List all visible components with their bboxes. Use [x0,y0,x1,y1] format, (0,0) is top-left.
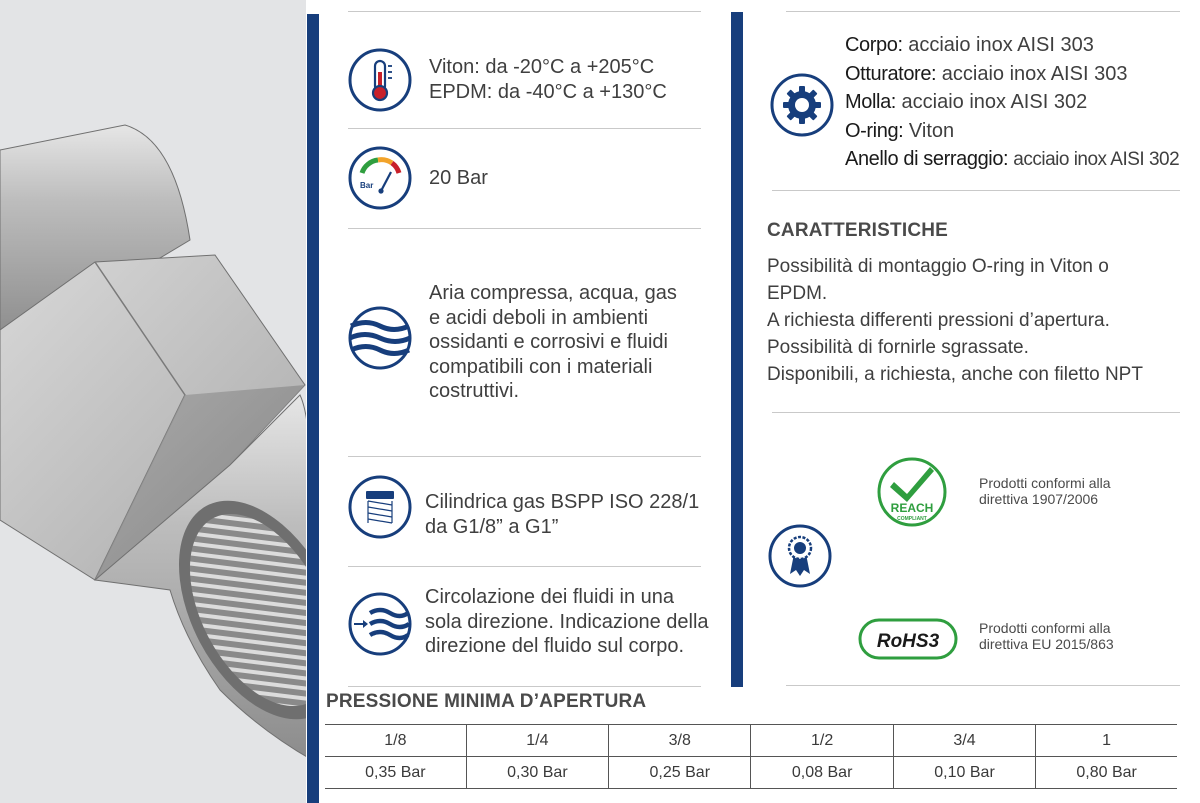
flow-direction-icon [348,592,412,656]
materials-list [845,31,1179,175]
reach-compliance-text [979,476,1111,507]
thread-icon [348,475,412,539]
feature-line: Possibilità di montaggio O-ring in Viton o [767,256,1109,277]
material-value: acciaio inox AISI 302 [1013,149,1180,171]
material-poppet [845,60,1179,89]
reach-logo-word: REACH [890,501,934,515]
thermometer-icon [348,48,412,112]
table-row [325,725,1177,757]
feature-line: A richiesta differenti pressioni d’apertura. [767,310,1110,331]
material-spring [845,88,1179,117]
pressure-cell: 0,80 Bar [1036,757,1177,789]
pressure-cell: 0,10 Bar [893,757,1035,789]
thread-type-text [425,490,699,539]
rohs-compliance-text [979,621,1114,652]
material-value: acciaio inox AISI 303 [908,34,1094,56]
temperature-range-text [429,55,667,104]
features-title: CARATTERISTICHE [767,220,949,241]
material-clamping-ring [845,145,1179,175]
compatible-fluids-text [429,281,677,404]
opening-pressure-title: PRESSIONE MINIMA D’APERTURA [326,691,647,712]
fluid-waves-icon [348,306,412,370]
pressure-cell: 0,35 Bar [325,757,466,789]
material-value: acciaio inox AISI 303 [941,62,1128,85]
direction-line: Circolazione dei fluidi in una [425,586,675,608]
fluids-line: ossidanti e corrosivi e fluidi [429,331,668,353]
flow-direction-text [425,585,709,659]
fluids-line: costruttivi. [429,380,520,402]
feature-line: Possibilità di fornirle sgrassate. [767,337,1029,358]
product-image [0,0,312,803]
material-value: Viton [908,119,955,142]
reach-logo-sub: COMPLIANT [897,516,927,522]
size-cell: 3/4 [893,725,1035,757]
award-ribbon-icon [768,524,832,588]
pressure-cell: 0,30 Bar [466,757,608,789]
direction-line: direzione del fluido sul corpo. [425,635,685,657]
direction-line: sola direzione. Indicazione della [425,610,709,633]
max-pressure-value: 20 Bar [429,167,488,189]
fluids-line: compatibili con i materiali [429,355,653,378]
feature-line: Disponibili, a richiesta, anche con filetto NPT [767,364,1143,385]
separator [348,11,701,12]
thread-size-range: da G1/8” a G1” [425,515,559,538]
opening-pressure-table [325,724,1177,789]
pressure-cell: 0,25 Bar [609,757,751,789]
pressure-cell: 0,08 Bar [751,757,893,789]
material-value: acciaio inox AISI 302 [901,91,1088,114]
material-label: Otturatore: [845,62,937,85]
rohs-logo [858,618,958,660]
reach-line: Prodotti conformi alla [979,475,1111,491]
feature-line: EPDM. [767,283,828,304]
blue-divider-center [731,12,743,687]
size-cell: 1/2 [751,725,893,757]
table-row [325,757,1177,789]
size-cell: 1/8 [325,725,466,757]
material-label: Molla: [845,91,896,114]
separator [772,190,1180,191]
features-text [767,253,1143,388]
fluids-line: Aria compressa, acqua, gas [429,282,677,304]
material-body [845,31,1179,60]
pressure-gauge-icon [348,146,412,210]
fluids-line: e acidi deboli in ambienti [429,306,649,329]
separator [786,685,1180,686]
separator [348,686,701,687]
separator [348,128,701,129]
size-cell: 1 [1036,725,1177,757]
epdm-temperature: EPDM: da -40°C a +130°C [429,80,667,103]
separator [348,228,701,229]
rohs-line: direttiva EU 2015/863 [979,635,1114,652]
reach-logo [876,456,948,528]
viton-temperature: Viton: da -20°C a +205°C [429,56,655,78]
separator [786,11,1180,12]
reach-line: direttiva 1907/2006 [979,490,1099,507]
separator [348,566,701,567]
max-pressure-text [429,166,488,191]
gauge-unit-label: Bar [360,181,374,190]
material-label: Corpo: [845,34,903,56]
rohs-line: Prodotti conformi alla [979,620,1111,636]
gear-icon [770,73,834,137]
material-label: O-ring: [845,119,904,142]
rohs-logo-word: RoHS3 [876,631,940,652]
size-cell: 1/4 [466,725,608,757]
blue-divider-left [307,14,319,803]
material-label: Anello di serraggio: [845,148,1009,171]
check-valve-illustration [0,0,312,803]
material-oring [845,117,1179,146]
separator [772,412,1180,413]
size-cell: 3/8 [609,725,751,757]
separator [348,456,701,457]
thread-standard: Cilindrica gas BSPP ISO 228/1 [425,491,700,513]
